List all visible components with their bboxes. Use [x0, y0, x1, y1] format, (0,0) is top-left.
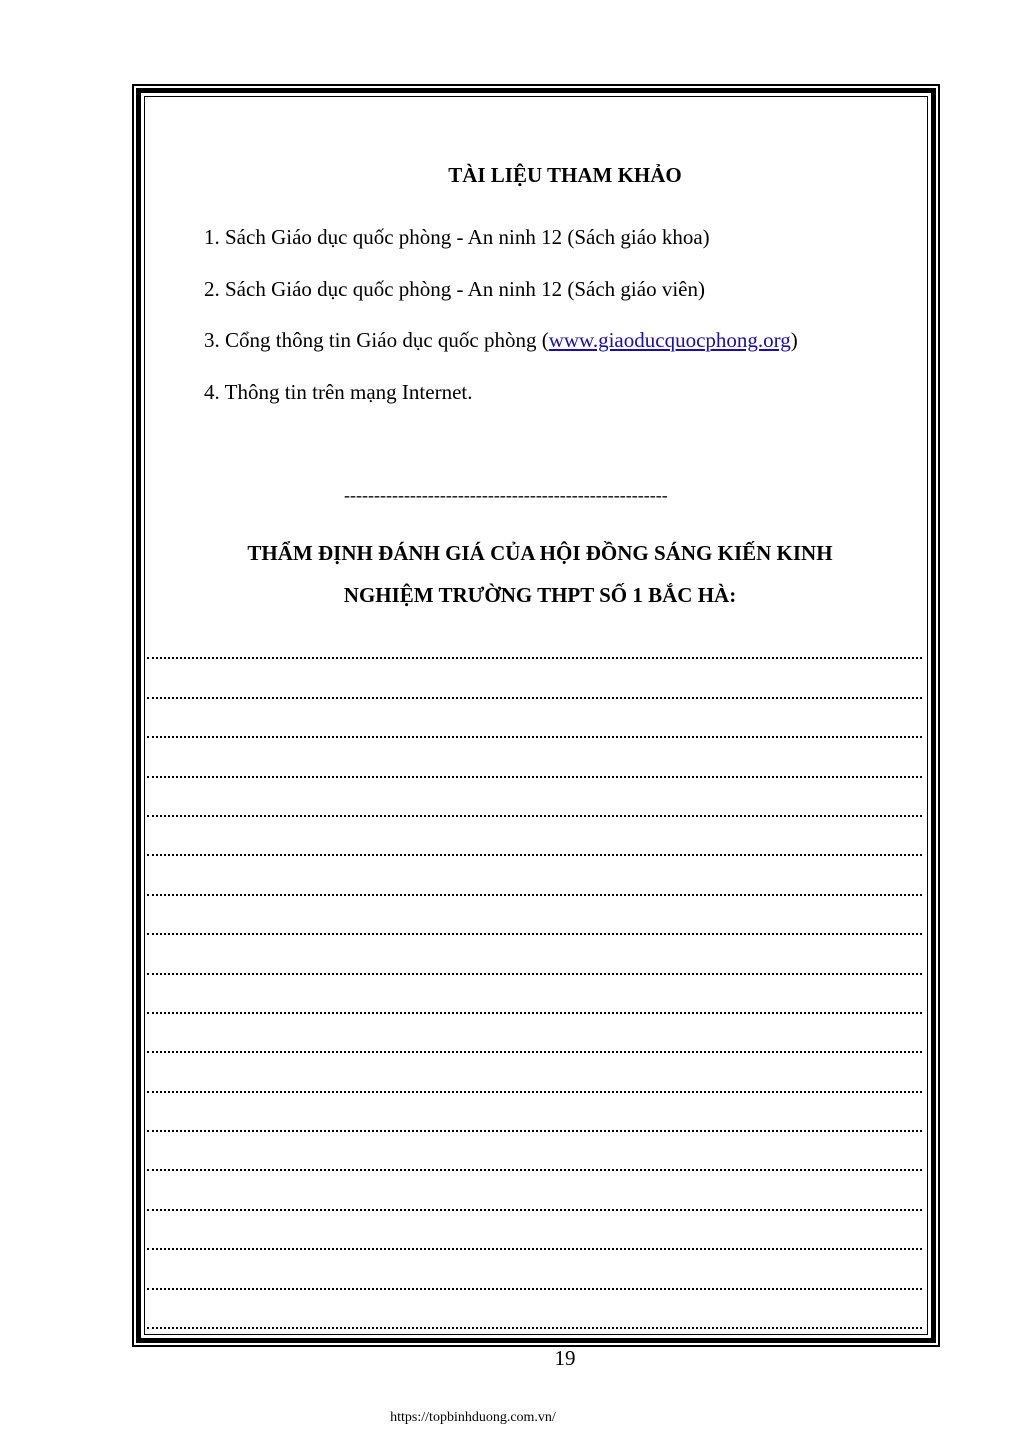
dotted-writing-line	[147, 620, 922, 659]
footer-url: https://topbinhduong.com.vn/	[390, 1410, 556, 1425]
reference-item-prefix: 3. Cổng thông tin Giáo dục quốc phòng (	[204, 328, 549, 352]
dotted-writing-line	[147, 1290, 922, 1329]
dotted-writing-line	[147, 738, 922, 777]
evaluation-blank-lines	[147, 620, 922, 1329]
dotted-writing-line	[147, 1093, 922, 1132]
reference-item	[204, 325, 798, 355]
dotted-writing-line	[147, 1211, 922, 1250]
reference-item: 1. Sách Giáo dục quốc phòng - An ninh 12 (Sách giáo khoa)	[204, 225, 710, 249]
evaluation-title	[140, 532, 940, 616]
reference-item-suffix: )	[790, 328, 798, 352]
dotted-writing-line	[147, 975, 922, 1014]
evaluation-title-line2: NGHIỆM TRƯỜNG THPT SỐ 1 BẮC HÀ:	[343, 583, 737, 607]
reference-item: 2. Sách Giáo dục quốc phòng - An ninh 12 (Sách giáo viên)	[204, 276, 705, 301]
reference-link[interactable]: www.giaoducquocphong.org	[548, 328, 791, 352]
references-list	[204, 222, 798, 428]
references-title: TÀI LIỆU THAM KHẢO	[448, 163, 682, 187]
dotted-writing-line	[147, 1171, 922, 1210]
dotted-writing-line	[147, 856, 922, 895]
dotted-writing-line	[147, 659, 922, 698]
evaluation-title-line1: THẨM ĐỊNH ĐÁNH GIÁ CỦA HỘI ĐỒNG SÁNG KIẾN KINH	[247, 541, 833, 565]
dotted-writing-line	[147, 1250, 922, 1289]
dotted-writing-line	[147, 817, 922, 856]
dotted-writing-line	[147, 1132, 922, 1171]
page-number: 19	[554, 1346, 576, 1370]
dotted-writing-line	[147, 935, 922, 974]
dotted-writing-line	[147, 1014, 922, 1053]
dotted-writing-line	[147, 896, 922, 935]
dotted-writing-line	[147, 699, 922, 738]
reference-item: 4. Thông tin trên mạng Internet.	[204, 379, 473, 404]
dotted-writing-line	[147, 1053, 922, 1092]
dotted-writing-line	[147, 778, 922, 817]
section-separator: ------------------------------------------------------	[344, 485, 668, 505]
